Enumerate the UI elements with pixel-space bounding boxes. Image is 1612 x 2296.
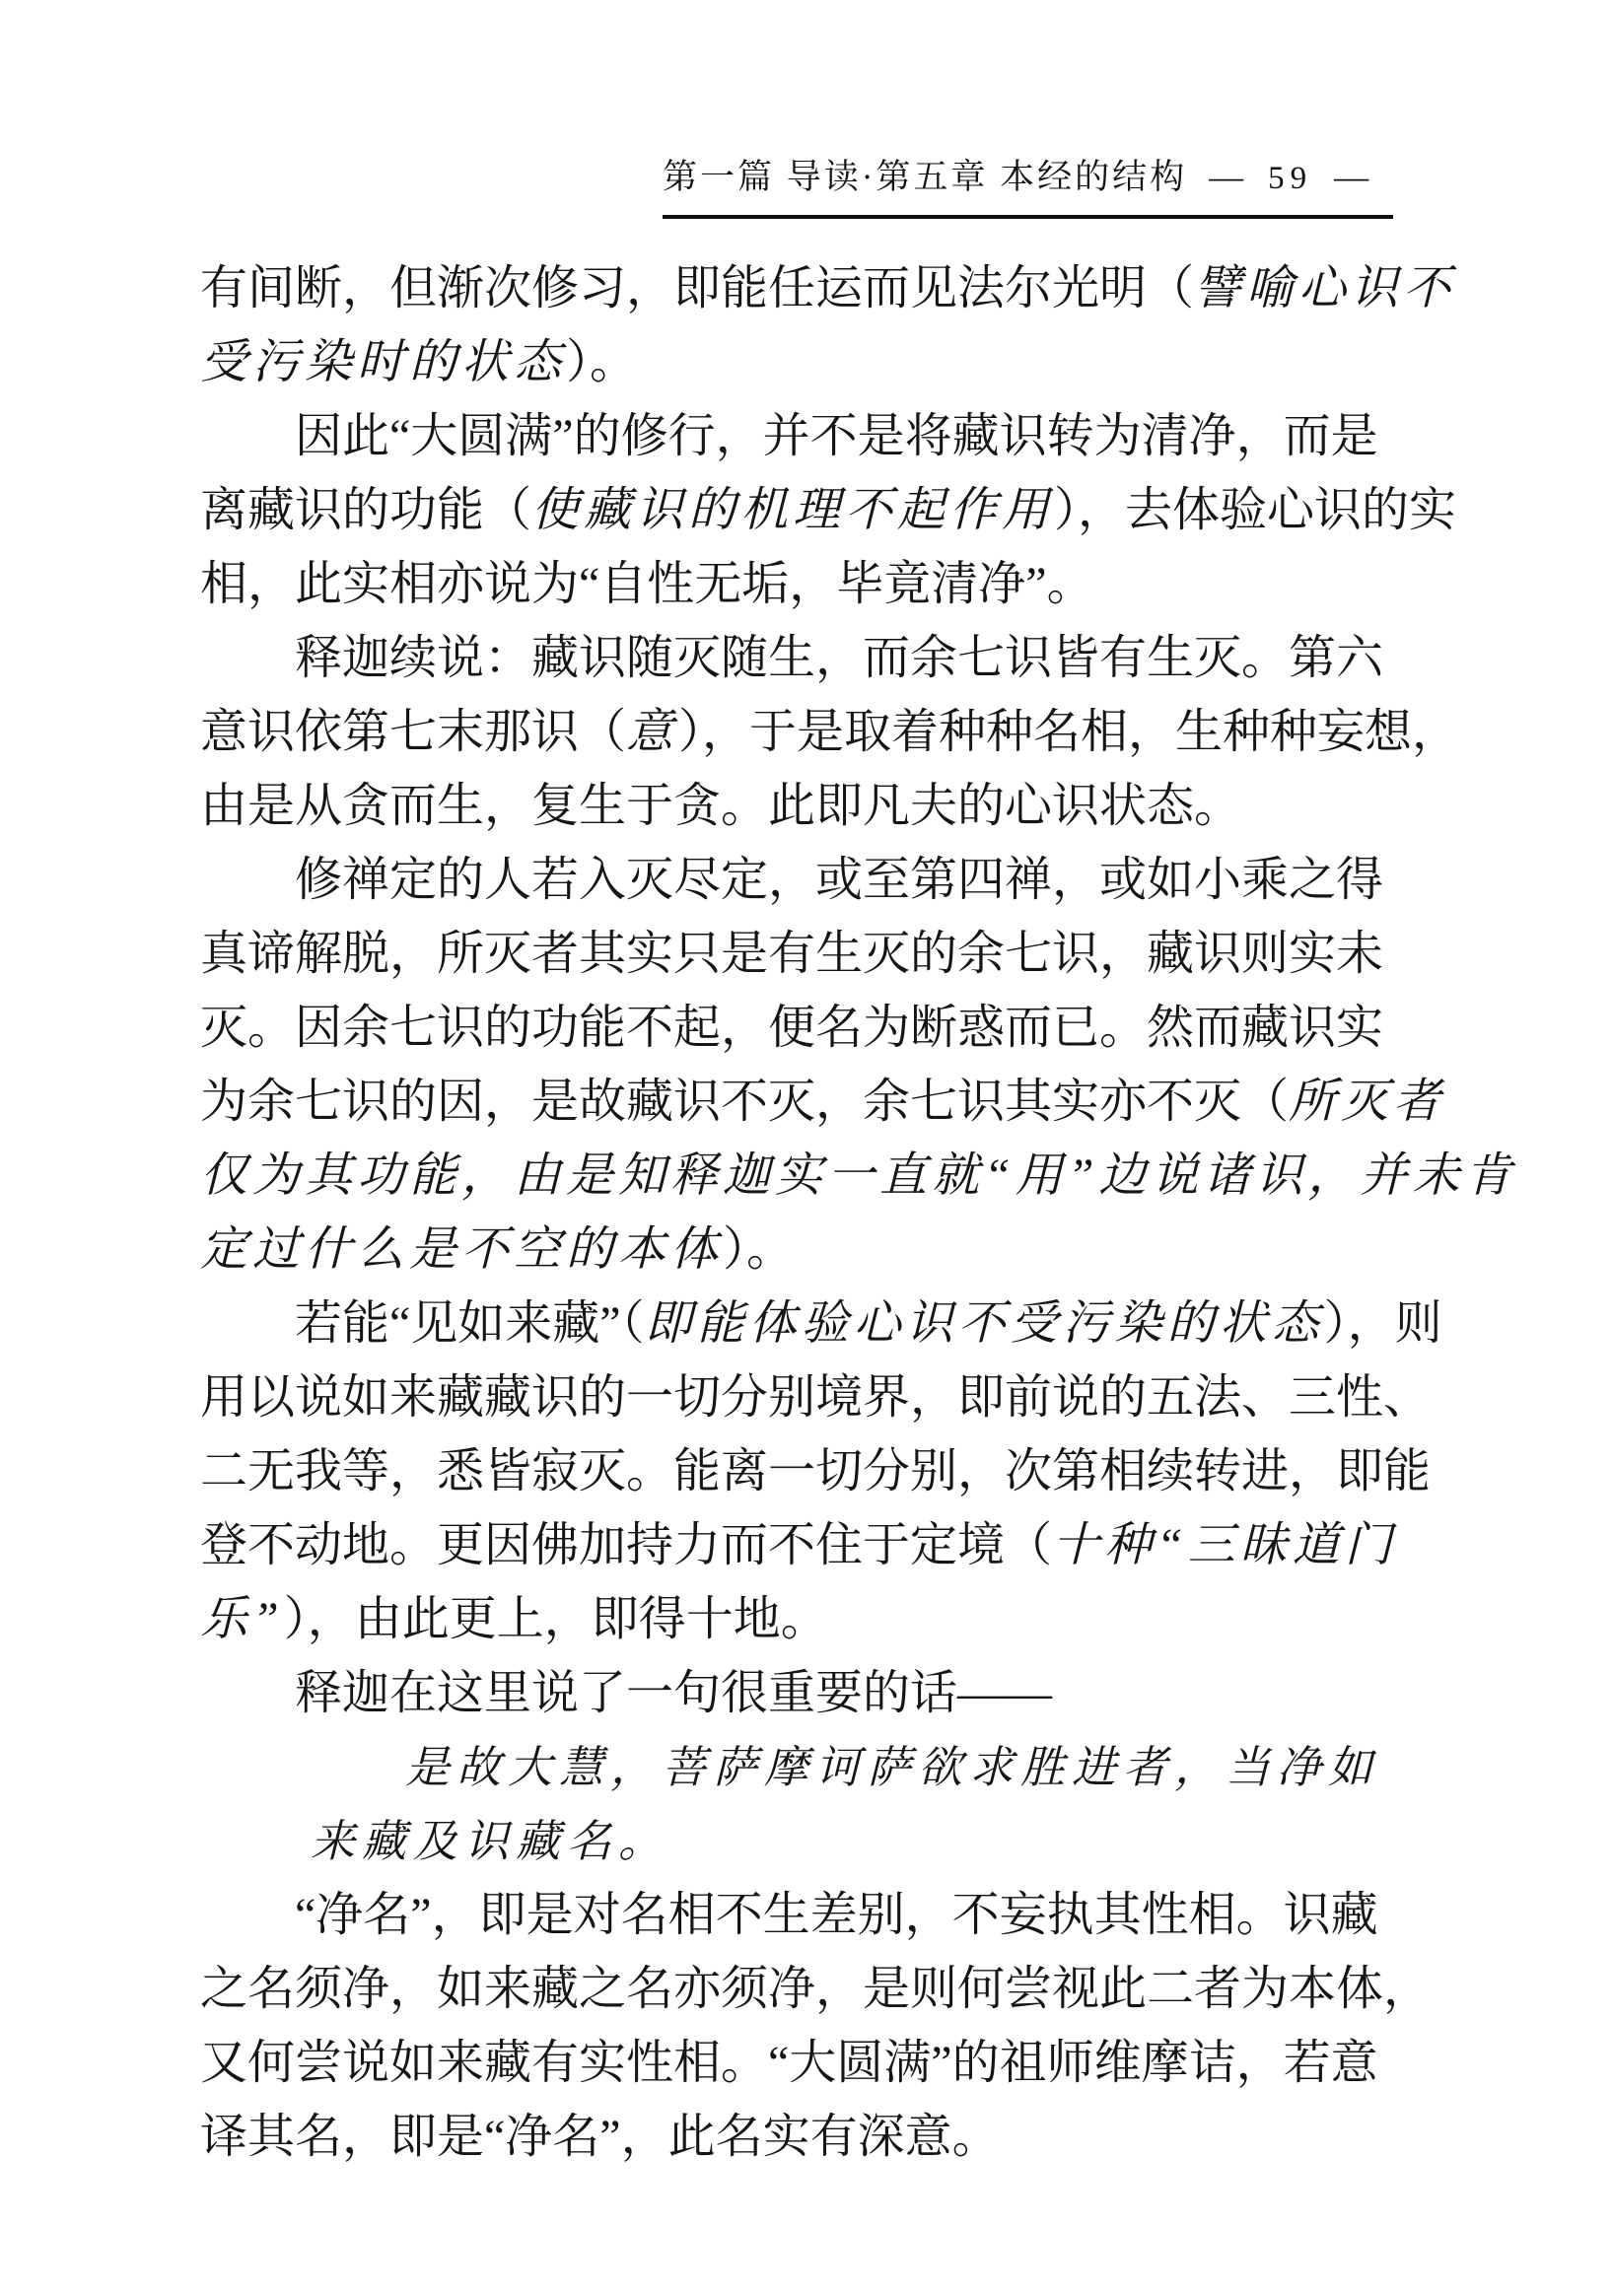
text-line [200, 1287, 1442, 1360]
text-segment: 二无我等，悉皆寂灭。能离一切分别，次第相续转进，即能 [200, 1445, 1432, 1497]
text-segment: 灭。因余七识的功能不起，便名为断惑而已。然而藏识实 [200, 1002, 1384, 1054]
text-segment: 又何尝说如来藏有实性相。“大圆满”的祖师维摩诘，若意 [200, 2037, 1378, 2089]
body-text [200, 251, 1517, 2174]
text-line [200, 843, 1433, 917]
text-line [200, 695, 1460, 769]
annotation-segment: 所灭者 [1289, 1076, 1446, 1128]
text-line [200, 251, 1456, 325]
text-line [200, 399, 1433, 473]
text-line [200, 547, 1433, 621]
text-segment: 译其名，即是“净名”，此名实有深意。 [200, 2111, 1000, 2163]
text-segment: 离藏识的功能（ [200, 484, 532, 536]
page-number: 59 [1268, 161, 1313, 196]
text-segment: ）。 [723, 1223, 795, 1276]
text-line [200, 769, 1433, 843]
text-line [200, 1730, 1433, 1804]
text-segment: 由是从贪而生，复生于贪。此即凡夫的心识状态。 [200, 780, 1242, 832]
text-segment: 相，此实相亦说为“自性无垢，毕竟清净”。 [200, 558, 1094, 610]
text-line [200, 2026, 1433, 2100]
text-segment: ），则 [1323, 1297, 1442, 1350]
annotation-segment: 譬喻心识不 [1194, 262, 1456, 314]
text-segment: 之名须净，如来藏之名亦须净，是则何尝视此二者为本体， [200, 1963, 1432, 2015]
annotation-segment: 意 [626, 706, 679, 758]
text-segment: ），去体验心识的实 [1054, 484, 1457, 536]
text-segment: ）。 [566, 336, 638, 388]
text-segment: 因此“大圆满”的修行，并不是将藏识转为清净，而是 [295, 410, 1378, 462]
text-line [200, 991, 1433, 1065]
annotation-segment: 乐” [200, 1593, 284, 1645]
text-segment: 若能“见如来藏”（ [295, 1297, 645, 1350]
annotation-segment: 来藏及识藏名。 [311, 1817, 670, 1866]
annotation-segment: 仅为其功能，由是知释迦实一直就“用”边说诸识，并未肯 [200, 1149, 1517, 1202]
text-line [200, 621, 1433, 695]
text-line [200, 325, 1433, 399]
text-segment: “净名”，即是对名相不生差别，不妄执其性相。识藏 [295, 1889, 1378, 1941]
text-line [200, 1804, 1433, 1878]
text-segment: 为余七识的因，是故藏识不灭，余七识其实亦不灭（ [200, 1076, 1290, 1128]
text-line [200, 1360, 1433, 1434]
annotation-segment: 受污染时的状态 [200, 336, 567, 388]
text-segment: 释迦续说：藏识随灭随生，而余七识皆有生灭。第六 [295, 632, 1384, 684]
text-line [200, 1434, 1433, 1508]
text-segment: 有间断，但渐次修习，即能任运而见法尔光明（ [200, 262, 1195, 314]
annotation-segment: 即能体验心识不受污染的状态 [644, 1297, 1324, 1350]
annotation-segment: 使藏识的机理不起作用 [531, 484, 1055, 536]
text-line [200, 1139, 1517, 1213]
text-segment: ），于是取着种种名相，生种种妄想， [678, 706, 1460, 758]
annotation-segment: 是故大慧，菩萨摩诃萨欲求胜进者，当净如 [405, 1743, 1380, 1792]
header-dash-left: — [1209, 158, 1247, 196]
annotation-segment: 十种“三昧道门 [1052, 1519, 1397, 1571]
text-line [200, 1065, 1446, 1139]
text-segment: 登不动地。更因佛加持力而不住于定境（ [200, 1519, 1053, 1571]
text-segment: 用以说如来藏藏识的一切分别境界，即前说的五法、三性、 [200, 1371, 1432, 1424]
text-line [200, 1508, 1433, 1582]
text-segment: 修禅定的人若入灭尽定，或至第四禅，或如小乘之得 [295, 854, 1384, 906]
page-header [663, 150, 1393, 219]
text-segment: 意识依第七末那识（ [200, 706, 627, 758]
text-line [200, 2100, 1433, 2174]
text-line [200, 917, 1433, 991]
header-dash-right: — [1334, 158, 1372, 196]
text-line [200, 1582, 1433, 1656]
text-line [200, 1213, 1433, 1287]
running-title: 第一篇 导读·第五章 本经的结构 [663, 158, 1188, 196]
text-line [200, 1952, 1433, 2026]
text-line [200, 1878, 1433, 1952]
text-segment: 释迦在这里说了一句很重要的话—— [295, 1667, 1053, 1719]
annotation-segment: 定过什么是不空的本体 [200, 1223, 724, 1276]
text-segment: ），由此更上，即得十地。 [283, 1593, 828, 1645]
text-line [200, 473, 1457, 547]
text-line [200, 1656, 1433, 1730]
text-segment: 真谛解脱，所灭者其实只是有生灭的余七识，藏识则实未 [200, 928, 1384, 980]
